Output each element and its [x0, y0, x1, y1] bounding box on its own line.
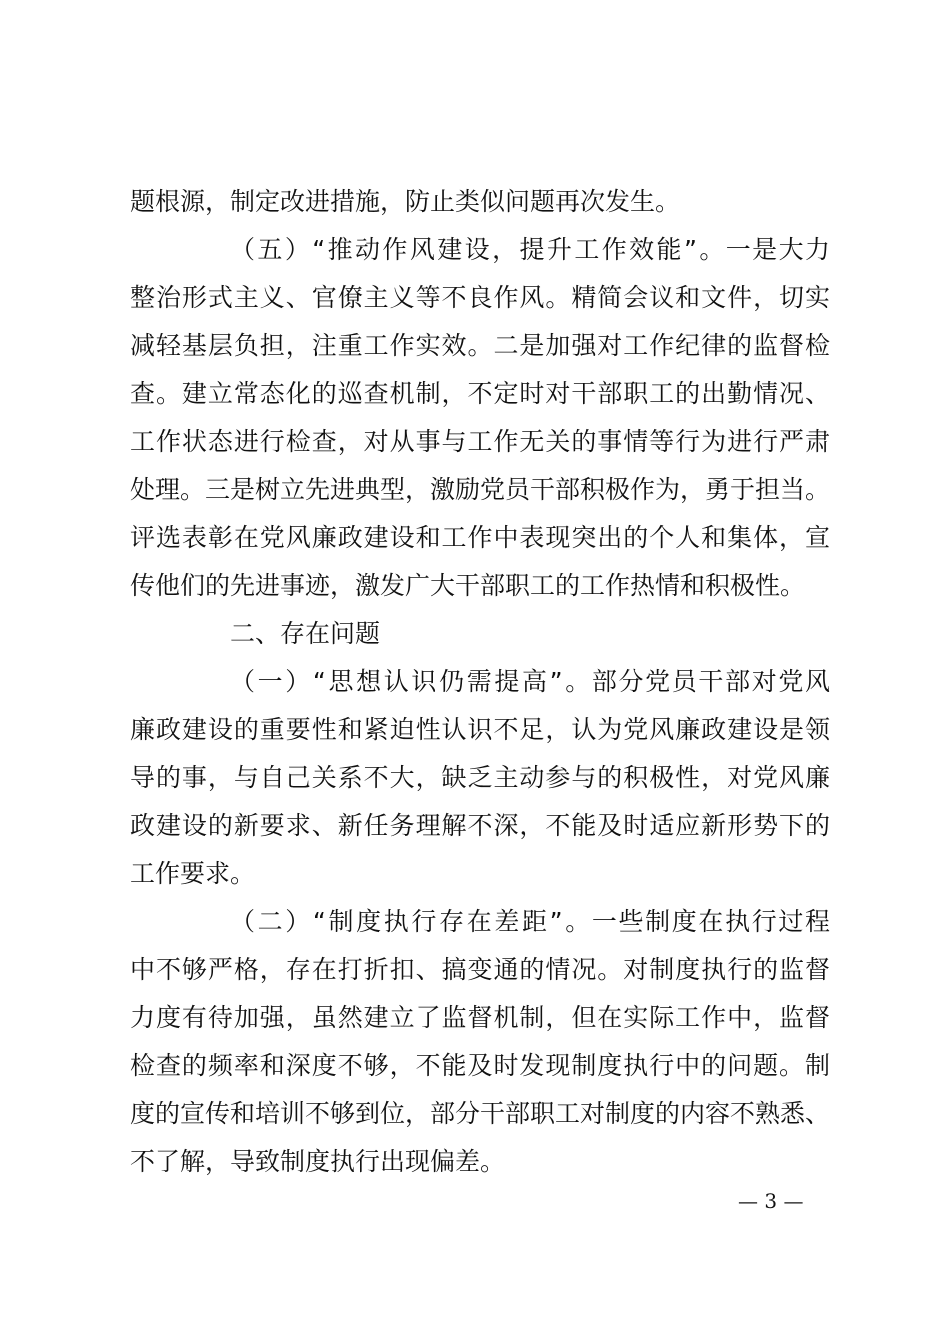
page-number: — 3 —	[738, 1189, 804, 1213]
paragraph-line: 评选表彰在党风廉政建设和工作中表现突出的个人和集体，宣	[130, 523, 830, 552]
paragraph-line: 检查的频率和深度不够，不能及时发现制度执行中的问题。制	[130, 1051, 830, 1080]
paragraph-line: 题根源，制定改进措施，防止类似问题再次发生。	[130, 187, 681, 216]
paragraph-line: 不了解，导致制度执行出现偏差。	[130, 1147, 506, 1176]
paragraph-line: 廉政建设的重要性和紧迫性认识不足，认为党风廉政建设是领	[130, 715, 830, 744]
paragraph-text: 。一些制度在执行过程	[563, 907, 830, 936]
paragraph-line: 查。建立常态化的巡查机制，不定时对干部职工的出勤情况、	[130, 379, 830, 408]
paragraph-line: 处理。三是树立先进典型，激励党员干部积极作为，勇于担当。	[130, 475, 831, 504]
paragraph-lead-line	[230, 906, 830, 938]
paragraph-line: 力度有待加强，虽然建立了监督机制，但在实际工作中，监督	[130, 1003, 830, 1032]
paragraph-line: 度的宣传和培训不够到位，部分干部职工对制度的内容不熟悉、	[130, 1099, 831, 1128]
paragraph-line: 整治形式主义、官僚主义等不良作风。精简会议和文件，切实	[130, 283, 830, 312]
paragraph-line: 传他们的先进事迹，激发广大干部职工的工作热情和积极性。	[130, 571, 806, 600]
paragraph-line: 政建设的新要求、新任务理解不深，不能及时适应新形势下的	[130, 811, 830, 840]
paragraph-lead: （五）“推动作风建设，提升工作效能”	[230, 235, 698, 264]
paragraph-lead: （一）“思想认识仍需提高”	[230, 667, 564, 696]
paragraph-lead-line	[230, 666, 830, 698]
section-heading: 二、存在问题	[230, 619, 381, 648]
paragraph-text: 。一是大力	[697, 235, 830, 264]
paragraph-line: 中不够严格，存在打折扣、搞变通的情况。对制度执行的监督	[130, 955, 830, 984]
paragraph-lead: （二）“制度执行存在差距”	[230, 907, 564, 936]
paragraph-lead-line	[230, 234, 830, 266]
paragraph-line: 工作状态进行检查，对从事与工作无关的事情等行为进行严肃	[130, 427, 830, 456]
paragraph-line: 减轻基层负担，注重工作实效。二是加强对工作纪律的监督检	[130, 331, 830, 360]
paragraph-text: 。部分党员干部对党风	[563, 667, 830, 696]
paragraph-line: 导的事，与自己关系不大，缺乏主动参与的积极性，对党风廉	[130, 763, 830, 792]
paragraph-line: 工作要求。	[130, 859, 256, 888]
